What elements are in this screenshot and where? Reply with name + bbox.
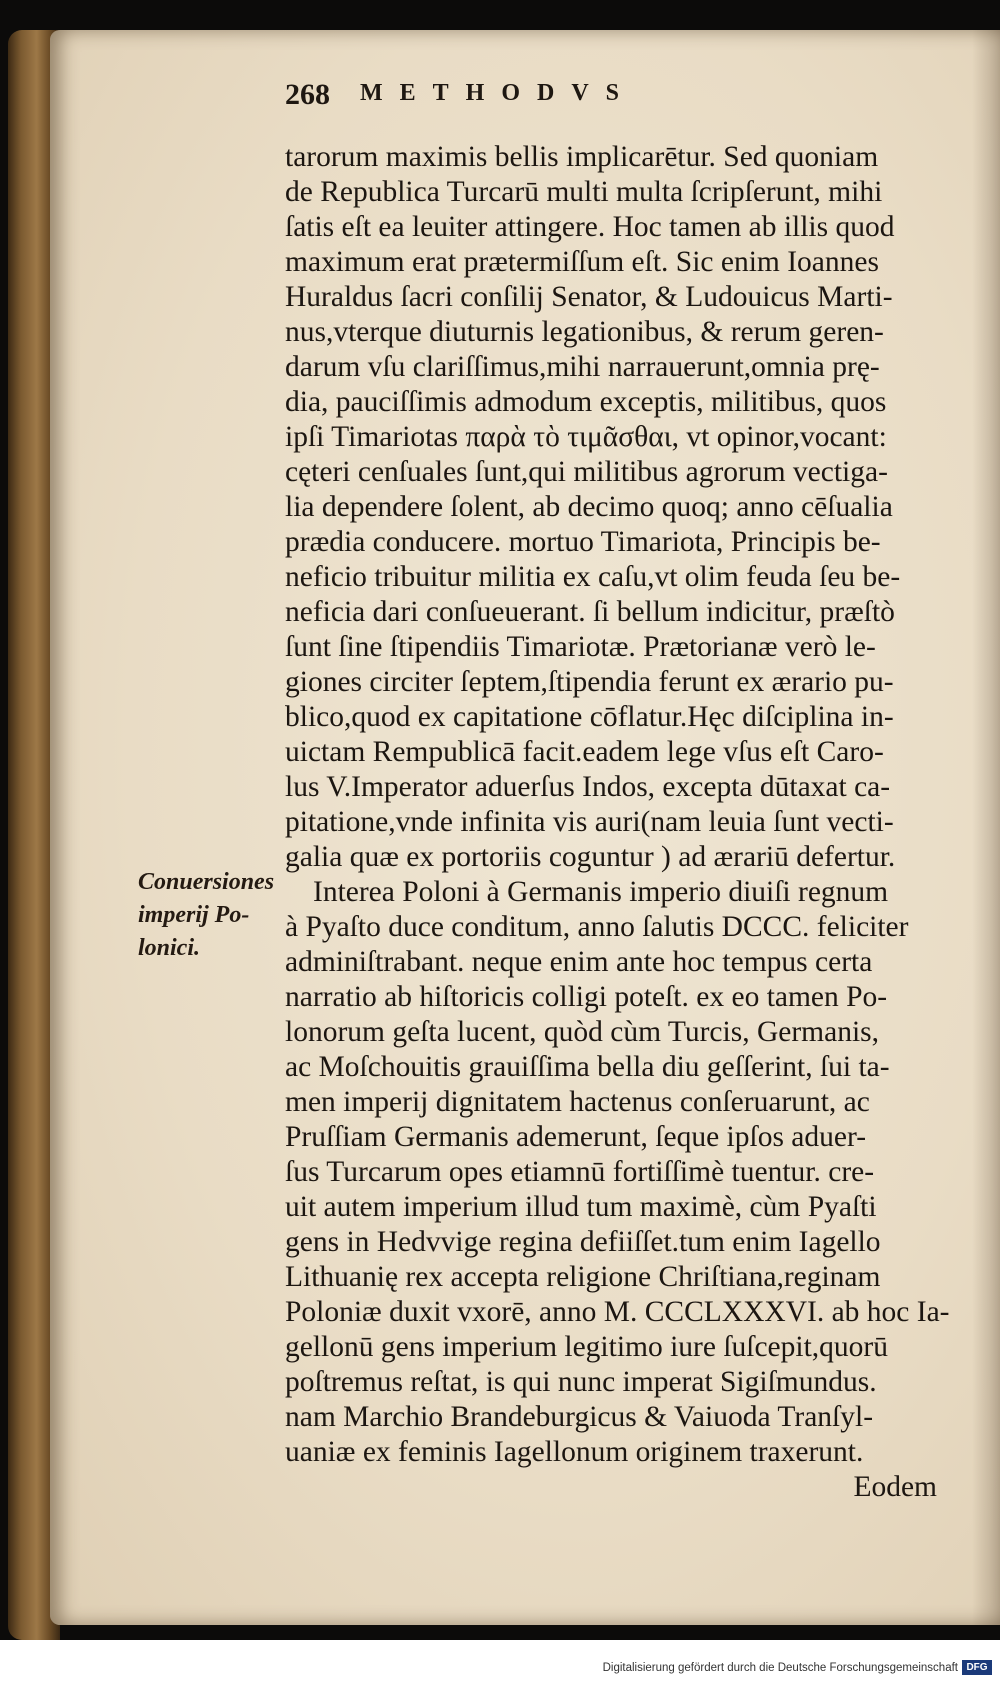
text-line: ipſi Timariotas παρὰ τὸ τιμᾶσθαι, vt opinor,vocant:	[285, 421, 887, 453]
text-line: ſus Turcarum opes etiamnū fortiſſimè tuentur. cre-	[285, 1156, 875, 1188]
text-line: gellonū gens imperium legitimo iure ſuſcepit,quorū	[285, 1331, 888, 1363]
funding-credit: Digitalisierung gefördert durch die Deutsche Forschungsgemeinschaft	[602, 1662, 958, 1674]
paragraph-start-line: Interea Poloni à Germanis imperio diuiſi regnum	[313, 876, 889, 908]
text-line: galia quæ ex portoriis coguntur ) ad ærariū defertur.	[285, 841, 896, 873]
text-line: neficio tribuitur militia ex caſu,vt olim feuda ſeu be-	[285, 561, 901, 593]
text-line: lonorum geſta lucent, quòd cùm Turcis, Germanis,	[285, 1016, 880, 1048]
marginal-note	[138, 866, 288, 965]
page-header	[285, 78, 765, 128]
text-line: à Pyaſto duce conditum, anno ſalutis DCCC. feliciter	[285, 911, 909, 943]
page-number: 268	[285, 78, 330, 111]
text-line: ſatis eſt ea leuiter attingere. Hoc tamen ab illis quod	[285, 211, 895, 243]
text-line: de Republica Turcarū multi multa ſcripſerunt, mihi	[285, 176, 883, 208]
text-line: nus,vterque diuturnis legationibus, & rerum geren-	[285, 316, 884, 348]
text-line: poſtremus reſtat, is qui nunc imperat Sigiſmundus.	[285, 1366, 877, 1398]
text-line: maximum erat prætermiſſum eſt. Sic enim Ioannes	[285, 246, 879, 278]
text-line: darum vſu clariſſimus,mihi narrauerunt,omnia prę-	[285, 351, 880, 383]
text-line: giones circiter ſeptem,ſtipendia ferunt ex ærario pu-	[285, 666, 894, 698]
text-line: Poloniæ duxit vxorē, anno M. CCCLXXXVI. ab hoc Ia-	[285, 1296, 950, 1328]
catchword: Eodem	[853, 1471, 937, 1503]
text-line: ac Moſchouitis grauiſſima bella diu geſſerint, ſui ta-	[285, 1051, 890, 1083]
marginal-note-line: lonici.	[138, 935, 201, 961]
text-line: tarorum maximis bellis implicarētur. Sed quoniam	[285, 141, 879, 173]
text-line: uictam Rempublicā facit.eadem lege vſus eſt Caro-	[285, 736, 884, 768]
text-line: uit autem imperium illud tum maximè, cùm Pyaſti	[285, 1191, 877, 1223]
text-line: Huraldus ſacri conſilij Senator, & Ludouicus Marti-	[285, 281, 893, 313]
text-line: Lithuanię rex accepta religione Chriſtiana,reginam	[285, 1261, 881, 1293]
text-line: dia, pauciſſimis admodum exceptis, militibus, quos	[285, 386, 887, 418]
marginal-note-line: imperij Po-	[138, 902, 250, 928]
text-line: lus V.Imperator aduerſus Indos, excepta dūtaxat ca-	[285, 771, 891, 803]
text-line: uaniæ ex feminis Iagellonum originem traxerunt.	[285, 1436, 864, 1468]
footer-bar	[0, 1658, 1000, 1685]
text-line: Pruſſiam Germanis ademerunt, ſeque ipſos aduer-	[285, 1121, 867, 1153]
body-text	[285, 140, 950, 1505]
gutter-shadow	[972, 30, 1000, 1625]
text-line: lia dependere ſolent, ab decimo quoq; anno cēſualia	[285, 491, 893, 523]
text-line: cęteri cenſuales ſunt,qui militibus agrorum vectiga-	[285, 456, 888, 488]
text-line: narratio ab hiſtoricis colligi poteſt. ex eo tamen Po-	[285, 981, 888, 1013]
text-line: nam Marchio Brandeburgicus & Vaiuoda Tranſyl-	[285, 1401, 874, 1433]
marginal-note-line: Conuersiones	[138, 869, 275, 895]
dfg-logo-icon: DFG	[962, 1660, 992, 1675]
text-line: blico,quod ex capitatione cōflatur.Hęc diſciplina in-	[285, 701, 894, 733]
running-title: METHODVS	[360, 80, 637, 106]
text-line: gens in Hedvvige regina defiiſſet.tum enim Iagello	[285, 1226, 881, 1258]
text-line: adminiſtrabant. neque enim ante hoc tempus certa	[285, 946, 873, 978]
text-line: prædia conducere. mortuo Timariota, Principis be-	[285, 526, 881, 558]
text-line: neficia dari conſueuerant. ſi bellum indicitur, præſtò	[285, 596, 895, 628]
text-line: men imperij dignitatem hactenus conſeruarunt, ac	[285, 1086, 870, 1118]
text-line: ſunt ſine ſtipendiis Timariotæ. Prætorianæ verò le-	[285, 631, 876, 663]
text-line: pitatione,vnde infinita vis auri(nam leuia ſunt vecti-	[285, 806, 894, 838]
